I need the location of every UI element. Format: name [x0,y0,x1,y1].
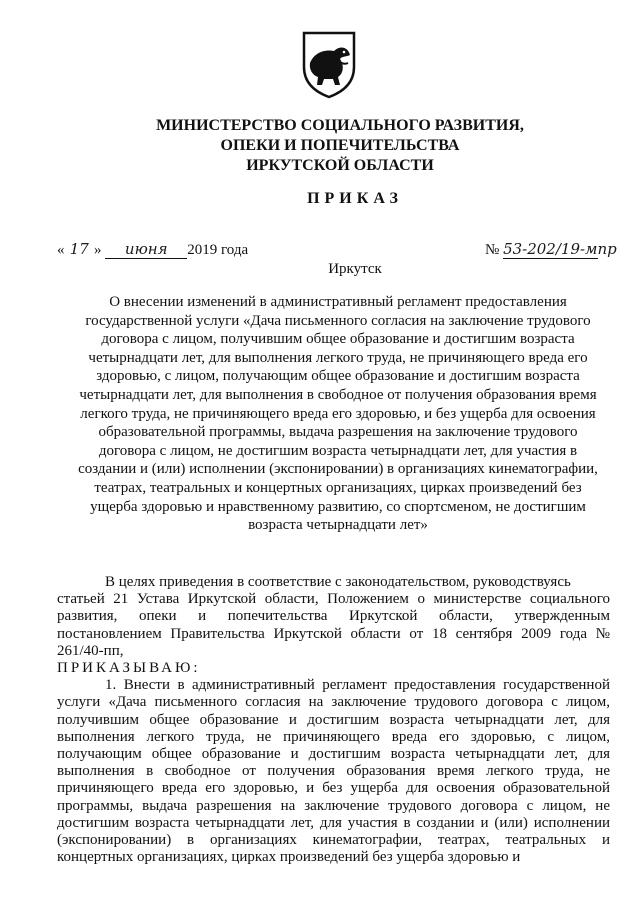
document-type-title: ПРИКАЗ [307,190,403,207]
coat-of-arms-icon [300,29,358,99]
order-subject: О внесении изменений в административный регламент предоставления государственной услуги «Дача письменного согласия на заключение трудового договора с лицом, получившим общее образование и достигшим возраста четырнадцати лет, для выполнения легкого труда, не причиняющего вреда его здоровью, с лицом, получающим общее образование и достигшим возраста четырнадцати лет, для выполнения в свободное от получения образования время легкого труда, не причиняющего вреда его здоровью, и без ущерба для освоения образовательной программы, выдача разрешения на заключение трудового договора с лицом, не достигшим возраста четырнадцати лет, для участия в создании и (или) исполнении (экспонировании) в организациях кинематографии, театрах, театральных и концертных организациях, цирках произведений без ущерба здоровью и нравственному развитию, со спортсменом, не достигшим возраста четырнадцати лет» [78,294,598,534]
ministry-name [150,116,530,176]
basis-paragraph: статьей 21 Устава Иркутской области, Положением о министерстве социального развития, опеки и попечительства Иркутской области, утвержденным постановлением Правительства Иркутской области от 18 сентября 2009 года № 261/40-пп, [57,591,610,659]
date-open-quote: « [57,242,65,258]
order-body [57,574,610,866]
date-close-quote: » [94,242,102,258]
ministry-line-2: ОПЕКИ И ПОПЕЧИТЕЛЬСТВА [220,137,460,154]
date-year: 2019 года [187,242,249,258]
order-date [57,240,248,259]
date-month: июня [105,240,187,259]
number-sign: № [485,242,500,258]
basis-first-line: В целях приведения в соответствие с законодательством, руководствуясь [105,574,571,590]
order-number [485,240,617,259]
number-value: 53-202/19-мпр [503,240,617,258]
ministry-line-1: МИНИСТЕРСТВО СОЦИАЛЬНОГО РАЗВИТИЯ, [156,117,524,134]
item-1: 1. Внести в административный регламент предоставления государственной услуги «Дача письменного согласия на заключение трудового договора с лицом, получившим общее образование и достигшим возраста четырнадцати лет, для выполнения легкого труда, не причиняющего вреда его здоровью, с лицом, получающим общее образование и достигшим возраста четырнадцати лет, для выполнения в свободное от получения образования время легкого труда, не причиняющего вреда его здоровью, и без ущерба для освоения образовательной программы, выдача разрешения на заключение трудового договора с лицом, не достигшим возраста четырнадцати лет, для участия в создании и (или) исполнении (экспонировании) в организациях кинематографии, театрах, театральных и концертных организациях, цирках произведений без ущерба здоровью и [57,677,610,866]
date-day: 17 [69,240,89,258]
ministry-line-3: ИРКУТСКОЙ ОБЛАСТИ [246,157,434,174]
city-name: Иркутск [328,261,382,277]
decree-word: ПРИКАЗЫВАЮ: [57,660,201,677]
